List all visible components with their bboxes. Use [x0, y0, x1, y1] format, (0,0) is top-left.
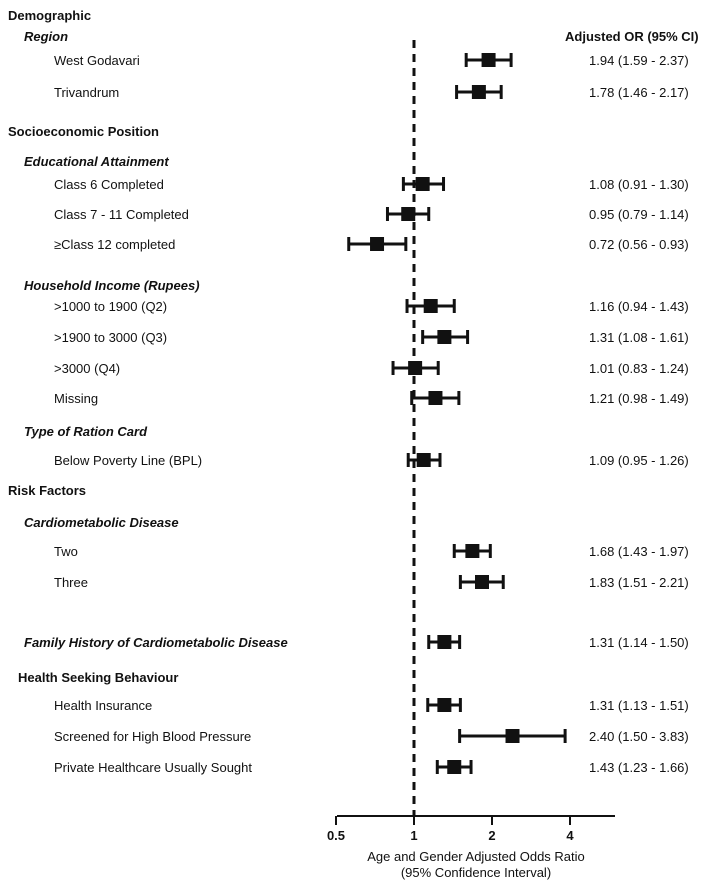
row-item	[54, 361, 689, 376]
row-label: Risk Factors	[8, 483, 87, 498]
row-label: Type of Ration Card	[24, 424, 148, 439]
point-estimate	[475, 575, 489, 589]
row-item	[54, 53, 689, 68]
row-item	[54, 453, 689, 468]
or-value: 1.21 (0.98 - 1.49)	[589, 391, 689, 406]
row-label: West Godavari	[54, 53, 140, 68]
row-label: ≥Class 12 completed	[54, 237, 176, 252]
point-estimate	[465, 544, 479, 558]
or-value: 1.31 (1.14 - 1.50)	[589, 635, 689, 650]
row-label: Family History of Cardiometabolic Disease	[24, 635, 288, 650]
row-label: Health Insurance	[54, 698, 153, 713]
or-value: 1.83 (1.51 - 2.21)	[589, 575, 689, 590]
row-subheader	[24, 278, 200, 293]
or-value: 0.72 (0.56 - 0.93)	[589, 237, 689, 252]
point-estimate	[506, 729, 520, 743]
row-header	[8, 124, 159, 139]
row-header	[8, 483, 86, 498]
x-axis-label-line2: (95% Confidence Interval)	[400, 865, 552, 880]
or-value: 1.31 (1.08 - 1.61)	[589, 330, 689, 345]
row-subitem	[24, 635, 689, 650]
row-header	[8, 8, 91, 23]
row-subheader	[24, 424, 148, 439]
or-value: 2.40 (1.50 - 3.83)	[589, 729, 689, 744]
point-estimate	[424, 299, 438, 313]
row-label: >3000 (Q4)	[54, 361, 121, 376]
row-item	[54, 299, 689, 314]
row-item	[54, 330, 689, 345]
point-estimate	[447, 760, 461, 774]
or-value: 1.43 (1.23 - 1.66)	[589, 760, 689, 775]
row-item	[54, 85, 689, 100]
point-estimate	[370, 237, 384, 251]
point-estimate	[416, 177, 430, 191]
row-item	[54, 760, 689, 775]
row-label: Socioeconomic Position	[8, 124, 159, 139]
point-estimate	[437, 635, 451, 649]
row-label: >1900 to 3000 (Q3)	[54, 330, 168, 345]
value-column-header: Adjusted OR (95% CI)	[565, 29, 699, 44]
row-label: Class 6 Completed	[54, 177, 164, 192]
row-label: Educational Attainment	[24, 154, 169, 169]
or-value: 1.78 (1.46 - 2.17)	[589, 85, 689, 100]
row-label: Demographic	[8, 8, 92, 23]
x-tick-label: 1	[410, 828, 418, 843]
row-label: Cardiometabolic Disease	[24, 515, 179, 530]
row-item	[54, 207, 689, 222]
or-value: 1.01 (0.83 - 1.24)	[589, 361, 689, 376]
or-value: 1.68 (1.43 - 1.97)	[589, 544, 689, 559]
row-label: Region	[24, 29, 69, 44]
row-item	[54, 729, 689, 744]
row-label: Missing	[54, 391, 99, 406]
row-subheader	[24, 515, 179, 530]
x-tick-label: 0.5	[326, 828, 346, 843]
row-item	[54, 544, 689, 559]
row-label: Health Seeking Behaviour	[18, 670, 179, 685]
row-label: Below Poverty Line (BPL)	[54, 453, 203, 468]
point-estimate	[437, 330, 451, 344]
row-item	[54, 391, 689, 406]
row-label: >1000 to 1900 (Q2)	[54, 299, 168, 314]
or-value: 1.16 (0.94 - 1.43)	[589, 299, 689, 314]
x-axis-label: Age and Gender Adjusted Odds Ratio	[367, 849, 585, 864]
point-estimate	[428, 391, 442, 405]
row-item	[54, 698, 689, 713]
row-item	[54, 237, 689, 252]
row-label: Private Healthcare Usually Sought	[54, 760, 252, 775]
row-subheader	[24, 154, 169, 169]
or-value: 1.31 (1.13 - 1.51)	[589, 698, 689, 713]
or-value: 1.09 (0.95 - 1.26)	[589, 453, 689, 468]
row-header2	[18, 670, 178, 685]
row-label: Class 7 - 11 Completed	[54, 207, 189, 222]
x-tick-label: 2	[488, 828, 496, 843]
row-item	[54, 177, 689, 192]
row-item	[54, 575, 689, 590]
point-estimate	[437, 698, 451, 712]
row-label: Two	[54, 544, 78, 559]
row-subheader	[24, 29, 68, 44]
row-label: Household Income (Rupees)	[24, 278, 200, 293]
x-tick-label: 4	[566, 828, 574, 843]
or-value: 1.08 (0.91 - 1.30)	[589, 177, 689, 192]
point-estimate	[482, 53, 496, 67]
or-value: 0.95 (0.79 - 1.14)	[589, 207, 689, 222]
point-estimate	[472, 85, 486, 99]
point-estimate	[417, 453, 431, 467]
row-label: Trivandrum	[54, 85, 120, 100]
or-value: 1.94 (1.59 - 2.37)	[589, 53, 689, 68]
row-label: Screened for High Blood Pressure	[54, 729, 252, 744]
row-label: Three	[54, 575, 88, 590]
